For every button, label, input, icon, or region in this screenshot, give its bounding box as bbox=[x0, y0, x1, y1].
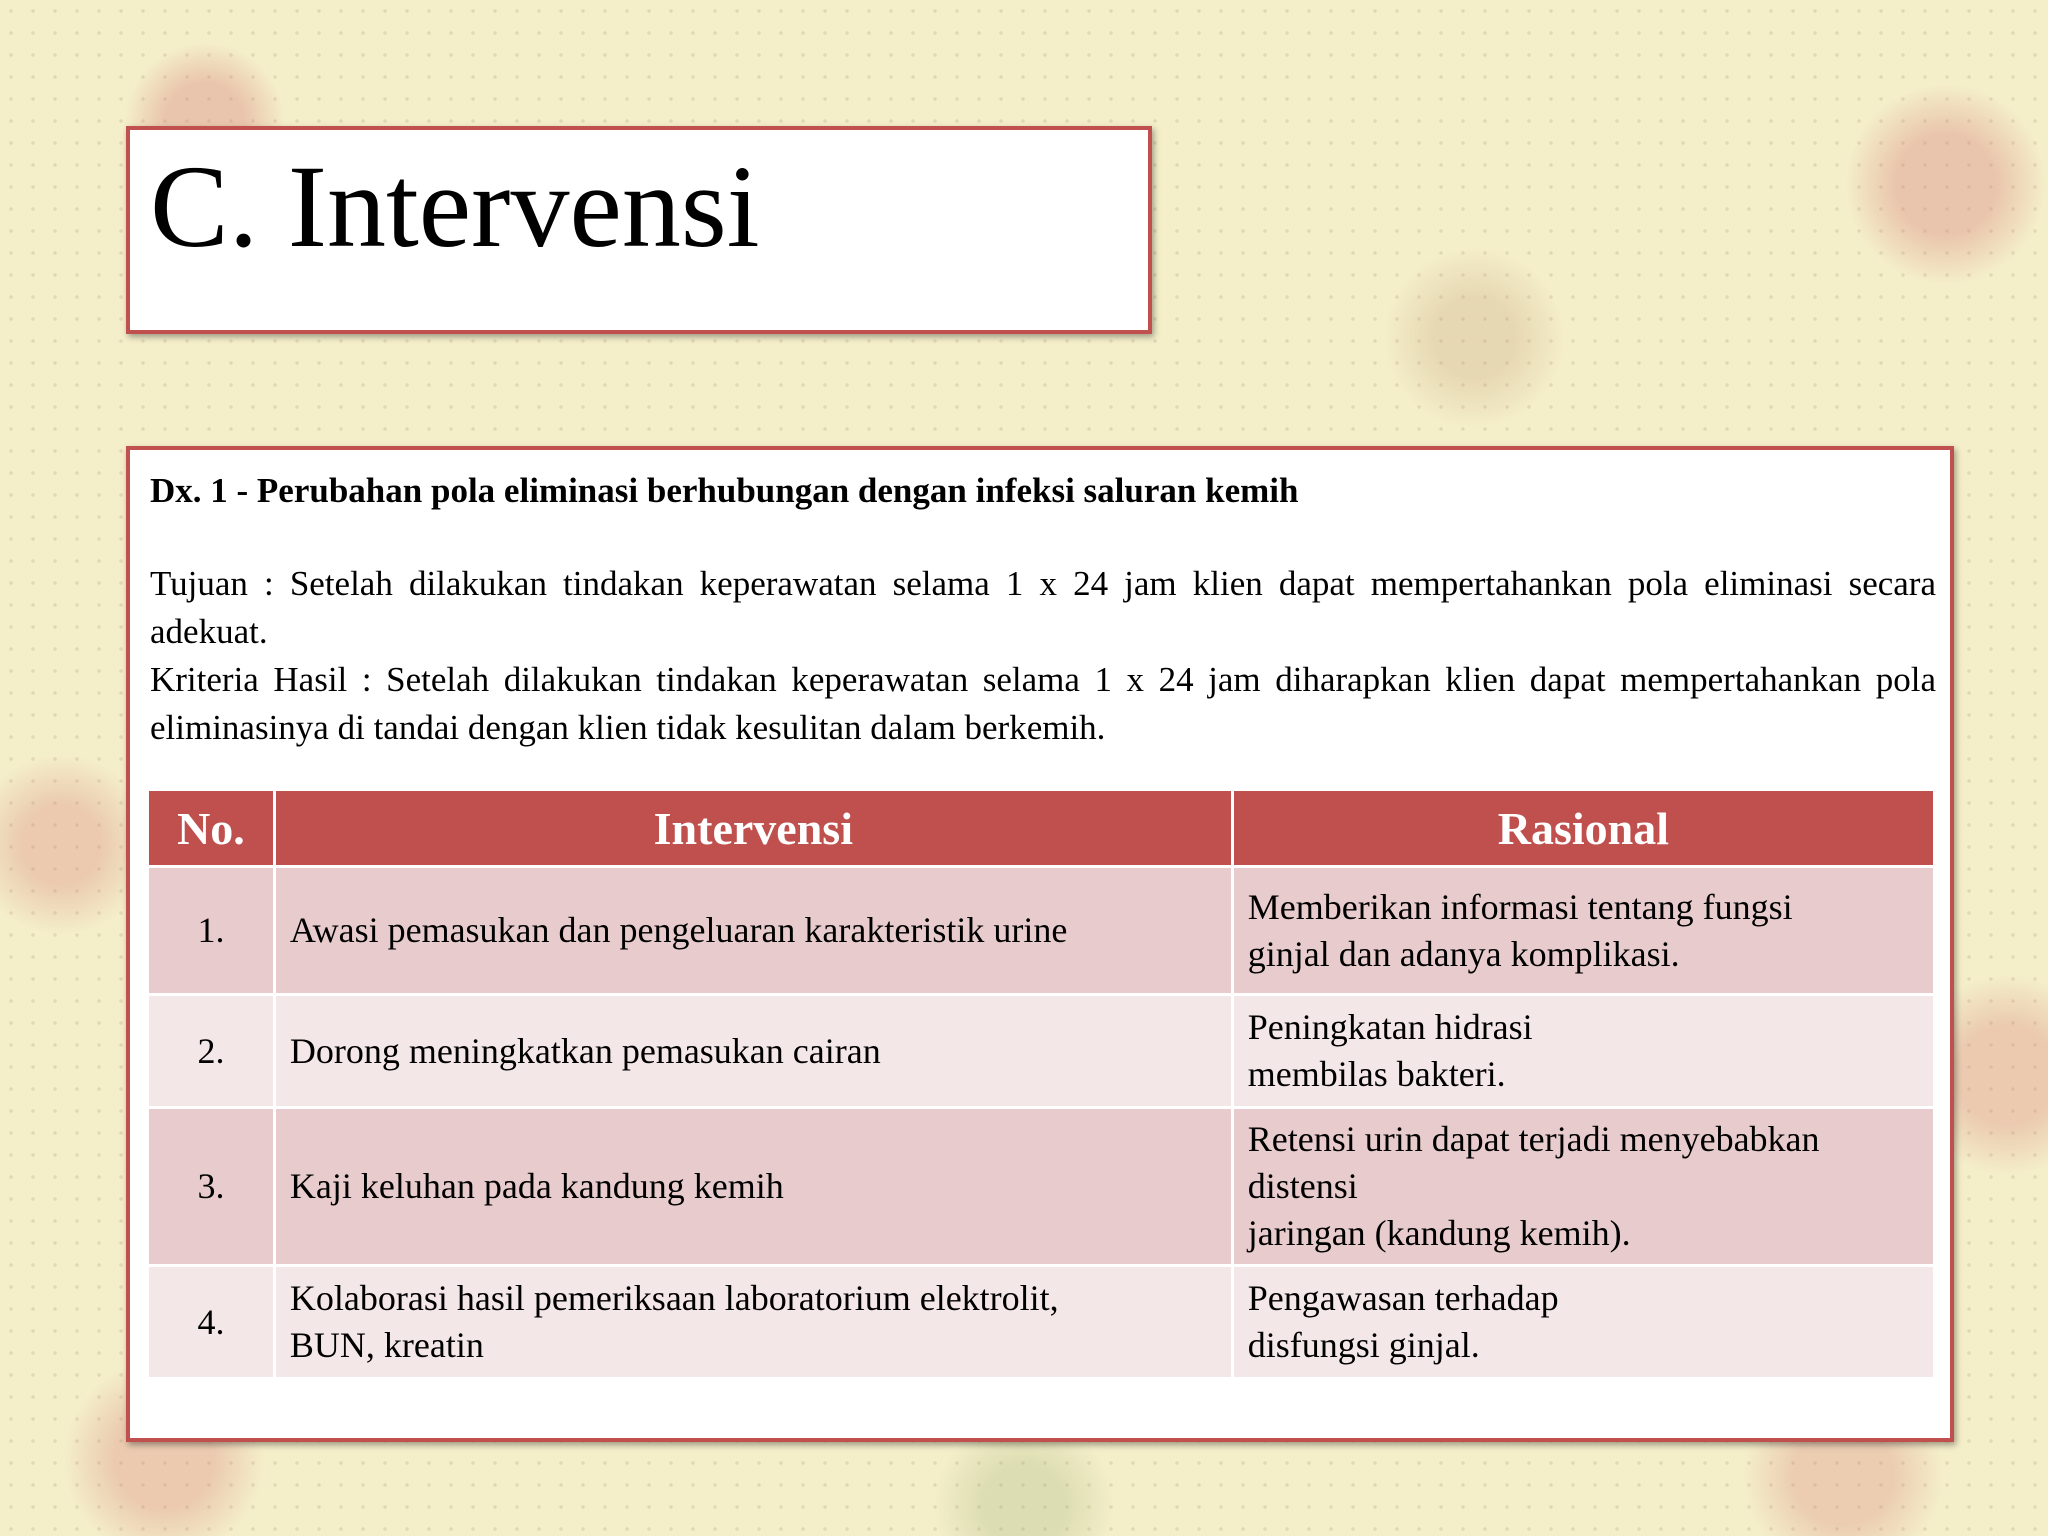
row-number: 4. bbox=[149, 1267, 273, 1377]
intervensi-line: Kolaborasi hasil pemeriksaan laboratorium elektrolit, bbox=[289, 1278, 1059, 1318]
intervensi-cell: Awasi pemasukan dan pengeluaran karakteristik urine bbox=[276, 868, 1231, 993]
rasional-line: membilas bakteri. bbox=[1247, 1054, 1506, 1094]
rasional-line: Memberikan informasi tentang fungsi bbox=[1247, 886, 1793, 927]
intervensi-line: BUN, kreatin bbox=[289, 1325, 484, 1365]
rasional-cell bbox=[1234, 868, 1933, 993]
header-no: No. bbox=[149, 791, 273, 865]
row-number: 2. bbox=[149, 996, 273, 1106]
rasional-line: Retensi urin dapat terjadi menyebabkan bbox=[1247, 1119, 1820, 1159]
table-row bbox=[149, 996, 1933, 1106]
intervention-table bbox=[146, 788, 1936, 1380]
intervensi-cell: Kaji keluhan pada kandung kemih bbox=[276, 1109, 1231, 1264]
table-row bbox=[149, 1267, 1933, 1377]
table-row bbox=[149, 1109, 1933, 1264]
intervensi-cell bbox=[276, 1267, 1231, 1377]
tujuan-paragraph: Tujuan : Setelah dilakukan tindakan keperawatan selama 1 x 24 jam klien dapat mempertahankan pola eliminasi secara adekuat. bbox=[150, 564, 1936, 651]
rasional-line: ginjal dan adanya komplikasi. bbox=[1247, 933, 1680, 974]
rasional-line: Peningkatan hidrasi bbox=[1247, 1007, 1533, 1047]
content-box bbox=[126, 446, 1954, 1442]
diagnosis-heading: Dx. 1 - Perubahan pola eliminasi berhubungan dengan infeksi saluran kemih bbox=[150, 471, 1299, 510]
header-intervensi: Intervensi bbox=[276, 791, 1231, 865]
rasional-cell bbox=[1234, 1109, 1933, 1264]
rasional-cell bbox=[1234, 996, 1933, 1106]
rasional-line: distensi bbox=[1247, 1166, 1358, 1206]
rasional-cell bbox=[1234, 1267, 1933, 1377]
intervensi-cell: Dorong meningkatkan pemasukan cairan bbox=[276, 996, 1231, 1106]
kriteria-hasil-paragraph: Kriteria Hasil : Setelah dilakukan tindakan keperawatan selama 1 x 24 jam diharapkan klien dapat mempertahankan pola eliminasinya di tandai dengan klien tidak kesulitan dalam berkemih. bbox=[150, 660, 1936, 747]
row-number: 1. bbox=[149, 868, 273, 993]
rasional-line: Pengawasan terhadap bbox=[1247, 1278, 1559, 1318]
rasional-line: jaringan (kandung kemih). bbox=[1247, 1213, 1631, 1253]
row-number: 3. bbox=[149, 1109, 273, 1264]
table-row bbox=[149, 868, 1933, 993]
rasional-line: disfungsi ginjal. bbox=[1247, 1325, 1480, 1365]
table-header-row bbox=[149, 791, 1933, 865]
title-box bbox=[126, 126, 1152, 334]
slide-title: C. Intervensi bbox=[150, 141, 760, 272]
header-rasional: Rasional bbox=[1234, 791, 1933, 865]
